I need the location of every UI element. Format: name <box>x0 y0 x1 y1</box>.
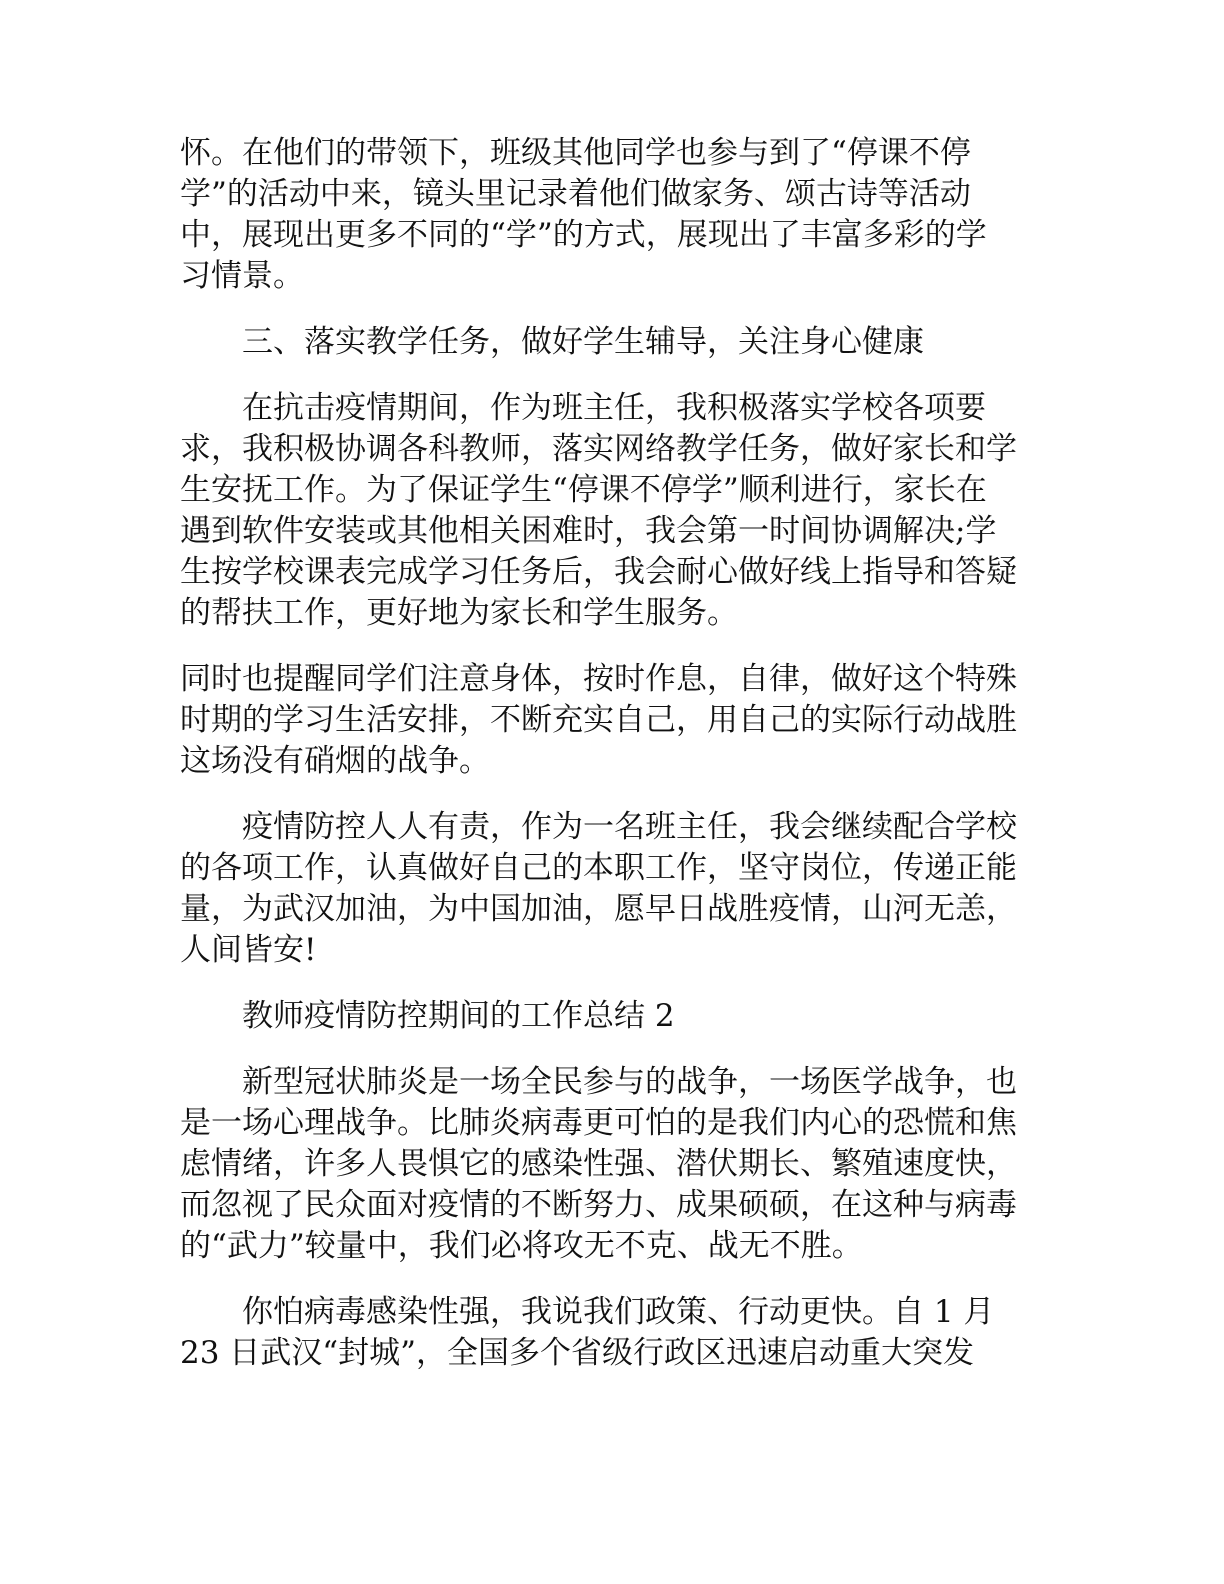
paragraph-student-activities <box>180 133 1036 297</box>
paragraph-responsibility <box>180 807 1036 971</box>
text-line: 同时也提醒同学们注意身体，按时作息，自律，做好这个特殊 <box>180 661 1017 697</box>
text-line: 遇到软件安装或其他相关困难时，我会第一时间协调解决;学 <box>180 513 997 549</box>
text-line: 23 日武汉“封城”，全国多个省级行政区迅速启动重大突发 <box>180 1335 974 1371</box>
text-line: 习情景。 <box>180 258 304 294</box>
text-line: 中，展现出更多不同的“学”的方式，展现出了丰富多彩的学 <box>180 217 987 253</box>
text-line: 这场没有硝烟的战争。 <box>180 743 490 779</box>
paragraph-class-teacher-duties <box>180 388 1036 634</box>
paragraph-health-reminder <box>180 659 1036 782</box>
section-heading-summary-2: 教师疫情防控期间的工作总结 2 <box>242 998 675 1034</box>
text-line: 新型冠状肺炎是一场全民参与的战争，一场医学战争，也 <box>242 1064 1017 1100</box>
text-line: 的各项工作，认真做好自己的本职工作，坚守岗位，传递正能 <box>180 850 1017 886</box>
paragraph-policy-response <box>180 1292 1036 1374</box>
text-line: 求，我积极协调各科教师，落实网络教学任务，做好家长和学 <box>180 431 1017 467</box>
text-line: 疫情防控人人有责，作为一名班主任，我会继续配合学校 <box>242 809 1017 845</box>
text-line: 时期的学习生活安排，不断充实自己，用自己的实际行动战胜 <box>180 702 1017 738</box>
document-page <box>180 133 1036 1399</box>
text-line: 人间皆安! <box>180 932 317 968</box>
text-line: 怀。在他们的带领下，班级其他同学也参与到了“停课不停 <box>180 135 971 171</box>
text-line: 的“武力”较量中，我们必将攻无不克、战无不胜。 <box>180 1228 863 1264</box>
section-heading-teaching-tasks: 三、落实教学任务，做好学生辅导，关注身心健康 <box>242 324 924 360</box>
paragraph-pneumonia-war <box>180 1062 1036 1267</box>
text-line: 的帮扶工作，更好地为家长和学生服务。 <box>180 595 738 631</box>
text-line: 虑情绪，许多人畏惧它的感染性强、潜伏期长、繁殖速度快， <box>180 1146 1017 1182</box>
text-line: 你怕病毒感染性强，我说我们政策、行动更快。自 1 月 <box>242 1294 995 1330</box>
text-line: 生按学校课表完成学习任务后，我会耐心做好线上指导和答疑 <box>180 554 1017 590</box>
text-line: 在抗击疫情期间，作为班主任，我积极落实学校各项要 <box>242 390 986 426</box>
text-line: 生安抚工作。为了保证学生“停课不停学”顺利进行，家长在 <box>180 472 987 508</box>
text-line: 量，为武汉加油，为中国加油，愿早日战胜疫情，山河无恙， <box>180 891 1017 927</box>
text-line: 是一场心理战争。比肺炎病毒更可怕的是我们内心的恐慌和焦 <box>180 1105 1017 1141</box>
text-line: 学”的活动中来，镜头里记录着他们做家务、颂古诗等活动 <box>180 176 971 212</box>
text-line: 而忽视了民众面对疫情的不断努力、成果硕硕，在这种与病毒 <box>180 1187 1017 1223</box>
